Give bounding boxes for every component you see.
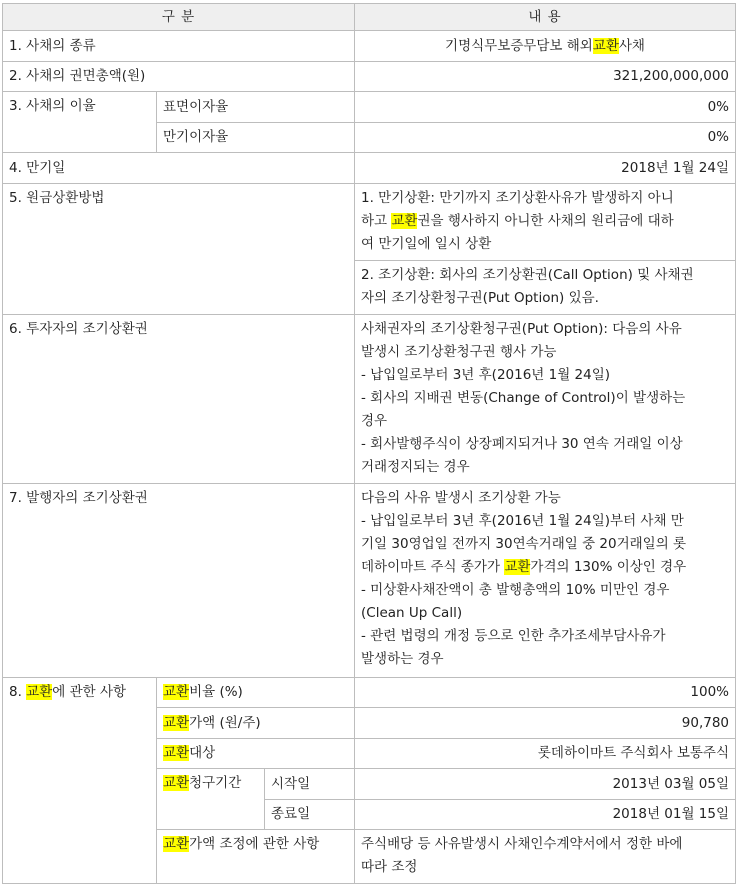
row-total-amount — [3, 62, 736, 92]
maturity-date-value: 2018년 1월 24일 — [355, 153, 736, 184]
exchange-price-value: 90,780 — [355, 708, 736, 739]
exchange-period-highlight: 교환 — [163, 775, 190, 791]
end-date-label: 종료일 — [265, 800, 355, 830]
investor-put-label: 6. 투자자의 조기상환권 — [3, 315, 355, 484]
investor-put-line: 발생시 조기상환청구권 행사 가능 — [361, 344, 557, 360]
bond-type-value — [355, 31, 736, 62]
issuer-call-line: (Clean Up Call) — [361, 605, 463, 621]
redemption-line: 여 만기일에 일시 상환 — [361, 236, 492, 252]
exchange-label-highlight: 교환 — [26, 684, 53, 700]
redemption-text: 하고 — [361, 213, 392, 229]
bond-type-highlight: 교환 — [592, 37, 619, 54]
exchange-ratio-text: 비율 (%) — [189, 684, 243, 700]
exchange-label-text: 8. — [9, 684, 27, 700]
exchange-adjust-value — [355, 830, 736, 884]
issuer-call-line: 기일 30영업일 전까지 30연속거래일 중 20거래일의 롯 — [361, 536, 687, 552]
exchange-target-highlight: 교환 — [163, 745, 190, 761]
exchange-price-label — [157, 708, 355, 739]
investor-put-line: - 납입일로부터 3년 후(2016년 1월 24일) — [361, 367, 611, 383]
investor-put-line: - 회사의 지배권 변동(Change of Control)이 발생하는 — [361, 390, 686, 406]
issuer-call-label: 7. 발행자의 조기상환권 — [3, 484, 355, 678]
exchange-target-value: 롯데하이마트 주식회사 보통주식 — [355, 739, 736, 769]
row-redemption-1 — [3, 184, 736, 261]
redemption-line: 자의 조기상환청구권(Put Option) 있음. — [361, 290, 599, 306]
redemption-method-1 — [355, 184, 736, 261]
issuer-call-line: 발생하는 경우 — [361, 651, 444, 667]
exchange-period-text: 청구기간 — [189, 775, 242, 791]
redemption-line: 2. 조기상환: 회사의 조기상환권(Call Option) 및 사채권 — [361, 267, 694, 283]
maturity-date-label: 4. 만기일 — [3, 153, 355, 184]
coupon-rate-value: 0% — [355, 92, 736, 123]
issuer-call-line — [361, 556, 729, 579]
investor-put-line: 사채권자의 조기상환청구권(Put Option): 다음의 사유 — [361, 321, 682, 337]
investor-put-line: - 회사발행주식이 상장폐지되거나 30 연속 거래일 이상 — [361, 436, 683, 452]
coupon-rate-label: 표면이자율 — [157, 92, 355, 123]
row-bond-type — [3, 31, 736, 62]
exchange-label-text-end: 에 관한 사항 — [52, 684, 127, 700]
issuer-call-line: - 납입일로부터 3년 후(2016년 1월 24일)부터 사채 만 — [361, 513, 684, 529]
issuer-call-text: 데하이마트 주식 종가가 — [361, 559, 505, 575]
header-category: 구 분 — [3, 4, 355, 31]
total-amount-value: 321,200,000,000 — [355, 62, 736, 92]
start-date-value: 2013년 03월 05일 — [355, 769, 736, 800]
exchange-adjust-highlight: 교환 — [163, 836, 190, 852]
redemption-line: 1. 만기상환: 만기까지 조기상환사유가 발생하지 아니 — [361, 190, 674, 206]
issuer-call-line: - 관련 법령의 개정 등으로 인한 추가조세부담사유가 — [361, 628, 666, 644]
issuer-call-highlight: 교환 — [504, 559, 531, 575]
row-exchange-ratio — [3, 678, 736, 708]
table-header-row — [3, 4, 736, 31]
bond-type-text: 기명식무보증무담보 해외 — [445, 37, 593, 54]
issuer-call-line: 다음의 사유 발생시 조기상환 가능 — [361, 490, 561, 506]
exchange-price-highlight: 교환 — [163, 714, 190, 731]
row-issuer-call — [3, 484, 736, 678]
interest-rate-label: 3. 사채의 이율 — [3, 92, 157, 153]
issuer-call-content — [355, 484, 736, 678]
issuer-call-line: - 미상환사채잔액이 총 발행총액의 10% 미만인 경우 — [361, 582, 670, 598]
exchange-label — [3, 678, 157, 884]
redemption-method-2 — [355, 261, 736, 315]
exchange-ratio-highlight: 교환 — [163, 684, 190, 700]
end-date-value: 2018년 01월 15일 — [355, 800, 736, 830]
exchange-price-text: 가액 (원/주) — [189, 714, 261, 731]
exchange-adjust-line: 따라 조정 — [361, 859, 418, 875]
redemption-text-end: 권을 행사하지 아니한 사채의 원리금에 대하 — [417, 213, 674, 229]
exchange-ratio-label — [157, 678, 355, 708]
row-coupon-rate — [3, 92, 736, 123]
bond-type-label: 1. 사채의 종류 — [3, 31, 355, 62]
redemption-line — [361, 210, 729, 233]
maturity-rate-value: 0% — [355, 123, 736, 153]
maturity-rate-label: 만기이자율 — [157, 123, 355, 153]
exchange-adjust-text: 가액 조정에 관한 사항 — [189, 836, 320, 852]
redemption-highlight: 교환 — [391, 213, 418, 229]
investor-put-line: 경우 — [361, 413, 388, 429]
total-amount-label: 2. 사채의 권면총액(원) — [3, 62, 355, 92]
redemption-label: 5. 원금상환방법 — [3, 184, 355, 315]
investor-put-line: 거래정지되는 경우 — [361, 459, 470, 475]
exchange-adjust-label — [157, 830, 355, 884]
row-investor-put — [3, 315, 736, 484]
exchange-adjust-line: 주식배당 등 사유발생시 사채인수계약서에서 정한 바에 — [361, 836, 683, 852]
header-content: 내 용 — [355, 4, 736, 31]
start-date-label: 시작일 — [265, 769, 355, 800]
row-maturity-date — [3, 153, 736, 184]
investor-put-content — [355, 315, 736, 484]
bond-terms-table — [2, 3, 736, 884]
bond-type-text-end: 사채 — [618, 37, 645, 54]
exchange-target-text: 대상 — [189, 745, 216, 761]
issuer-call-text-end: 가격의 130% 이상인 경우 — [530, 559, 687, 575]
exchange-target-label — [157, 739, 355, 769]
exchange-period-label — [157, 769, 265, 830]
exchange-ratio-value: 100% — [355, 678, 736, 708]
